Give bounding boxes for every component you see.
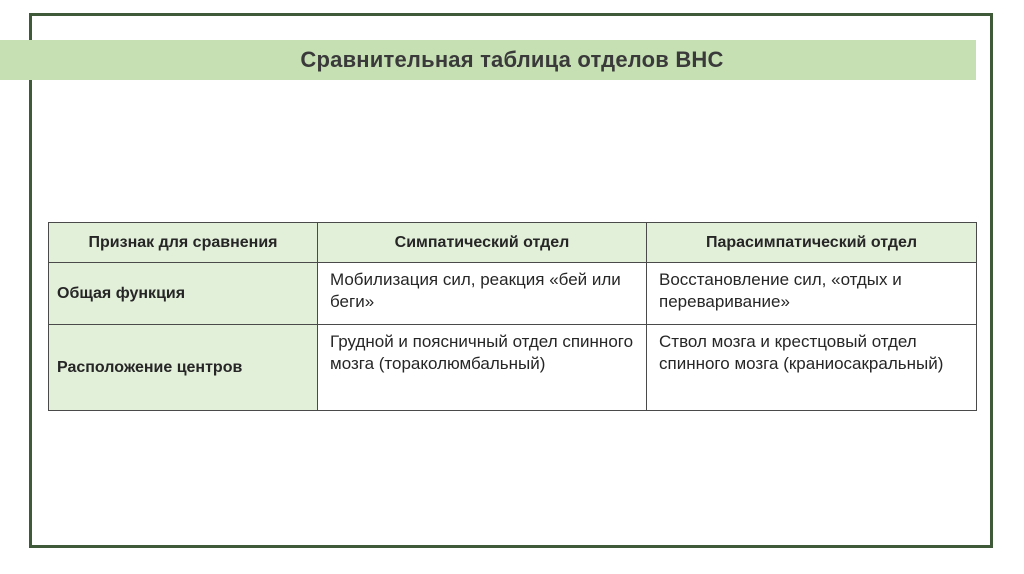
cell-sympathetic-location: Грудной и поясничный отдел спинного мозга (тораколюмбальный) <box>318 325 647 411</box>
row-label-function: Общая функция <box>49 263 318 325</box>
table-row <box>49 325 977 411</box>
slide-title: Сравнительная таблица отделов ВНС <box>300 47 724 72</box>
cell-parasympathetic-function: Восстановление сил, «отдых и переваривание» <box>647 263 977 325</box>
table-row <box>49 263 977 325</box>
cell-sympathetic-function: Мобилизация сил, реакция «бей или беги» <box>318 263 647 325</box>
cell-parasympathetic-location: Ствол мозга и крестцовый отдел спинного мозга (краниосакральный) <box>647 325 977 411</box>
table-header-row <box>49 223 977 263</box>
header-parasympathetic: Парасимпатический отдел <box>647 223 977 263</box>
row-label-location: Расположение центров <box>49 325 318 411</box>
header-criterion: Признак для сравнения <box>49 223 318 263</box>
comparison-table <box>48 222 977 411</box>
header-sympathetic: Симпатический отдел <box>318 223 647 263</box>
